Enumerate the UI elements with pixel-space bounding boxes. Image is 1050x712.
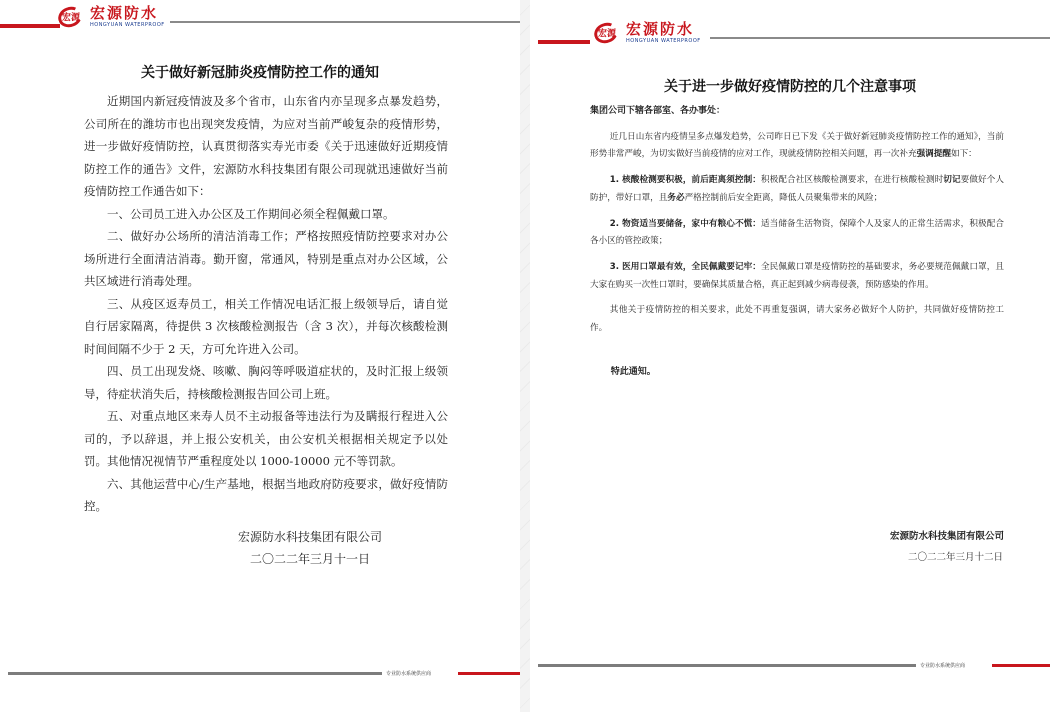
signature-date: 二〇二二年三月十二日 xyxy=(908,552,1004,563)
paragraph-intro: 近期国内新冠疫情波及多个省市，山东省内亦呈现多点暴发趋势，公司所在的潍坊市也出现突发疫情，为应对当前严峻复杂的疫情形势，进一步做好疫情防控，认真贯彻落实寿光市委《关于迅速做好近期疫情防控工作的通告》文件，宏源防水科技集团有限公司现就迅速做好当前疫情防控工作通告如下： xyxy=(84,94,448,198)
closing-notice: 特此通知。 xyxy=(610,366,656,377)
header-gray-rule xyxy=(710,37,1050,39)
notice-page-2 xyxy=(530,0,1050,712)
header-red-bar xyxy=(538,40,590,44)
document-body xyxy=(590,103,1004,381)
logo-name-cn: 宏源防水 xyxy=(626,20,695,38)
document-title: 关于做好新冠肺炎疫情防控工作的通知 xyxy=(141,65,379,81)
footer-slogan: 专业防水系统供应商 xyxy=(920,663,966,669)
paragraph-closing: 其他关于疫情防控的相关要求，此处不再重复强调，请大家务必做好个人防护，共同做好疫情防控工作。 xyxy=(590,305,1004,334)
paragraph-item-1: 一、公司员工进入办公区及工作期间必须全程佩戴口罩。 xyxy=(107,206,395,221)
paragraph-item-1: 1. 核酸检测要积极，前后距离须控制：积极配合社区核酸检测要求，在进行核酸检测时切记要做好个人防护，带好口罩，且务必严格控制前后安全距离，降低人员聚集带来的风险； xyxy=(590,175,1004,203)
logo-name-cn: 宏源防水 xyxy=(90,4,159,22)
paragraph-item-5: 五、对重点地区来寿人员不主动报备等违法行为及瞒报行程进入公司的，予以辞退，并上报公安机关，由公安机关根据相关规定予以处罚。其他情况视情节严重程度处以 1000-10000 元不等罚款。 xyxy=(84,409,448,468)
footer-slogan: 专业防水系统供应商 xyxy=(386,671,432,677)
paragraph-item-6: 六、其他运营中心/生产基地，根据当地政府防疫要求，做好疫情防控。 xyxy=(84,476,448,513)
footer-gray-bar xyxy=(8,672,382,675)
signature-company: 宏源防水科技集团有限公司 xyxy=(890,531,1005,542)
footer-red-bar xyxy=(992,664,1050,667)
paragraph-item-3: 三、从疫区返寿员工，相关工作情况电话汇报上级领导后，请自觉自行居家隔离，待提供 3 次核酸检测报告（含 3 次），并每次核酸检测时间间隔不少于 2 天，方可允许进入公司。 xyxy=(84,296,448,356)
header-gray-rule xyxy=(170,21,520,23)
document-body xyxy=(84,90,448,518)
logo-name-en: HONGYUAN WATERPROOF xyxy=(626,38,701,44)
header-red-bar xyxy=(0,24,60,28)
salutation: 集团公司下辖各部室、各办事处： xyxy=(590,106,726,116)
signature-company: 宏源防水科技集团有限公司 xyxy=(237,530,382,544)
paragraph-item-3: 3. 医用口罩最有效，全民佩戴要记牢：全民佩戴口罩是疫情防控的基础要求，务必要规范佩戴口罩，且大家在购买一次性口罩时，要确保其质量合格，真正起到减少病毒侵袭，预防感染的作用。 xyxy=(590,261,1004,290)
paragraph-item-2: 2. 物资适当要储备，家中有粮心不慌：适当储备生活物资，保障个人及家人的正常生活需求，积极配合各小区的管控政策； xyxy=(590,218,1004,247)
logo-emblem-icon: 宏源 xyxy=(594,22,622,44)
logo-emblem-icon: 宏源 xyxy=(58,6,86,28)
company-logo xyxy=(594,22,701,44)
paragraph-item-2: 二、做好办公场所的清洁消毒工作；严格按照疫情防控要求对办公场所进行全面清洁消毒。勤开窗，常通风，特别是重点对办公区域，公共区域进行消毒处理。 xyxy=(84,229,448,288)
logo-name-en: HONGYUAN WATERPROOF xyxy=(90,22,165,28)
footer-red-bar xyxy=(458,672,520,675)
company-logo xyxy=(58,6,165,28)
paragraph-item-4: 四、员工出现发烧、咳嗽、胸闷等呼吸道症状的，及时汇报上级领导，待症状消失后，持核酸检测报告回公司上班。 xyxy=(84,364,448,401)
document-title: 关于进一步做好疫情防控的几个注意事项 xyxy=(664,79,916,95)
notice-page-1 xyxy=(0,0,520,712)
signature-date: 二〇二二年三月十一日 xyxy=(249,552,370,566)
paragraph-intro: 近几日山东省内疫情呈多点爆发趋势，公司昨日已下发《关于做好新冠肺炎疫情防控工作的通知》，当前形势非常严峻，为切实做好当前疫情的应对工作，现就疫情防控相关问题，再一次补充强调提醒如下： xyxy=(590,131,1004,160)
footer-gray-bar xyxy=(538,664,916,667)
